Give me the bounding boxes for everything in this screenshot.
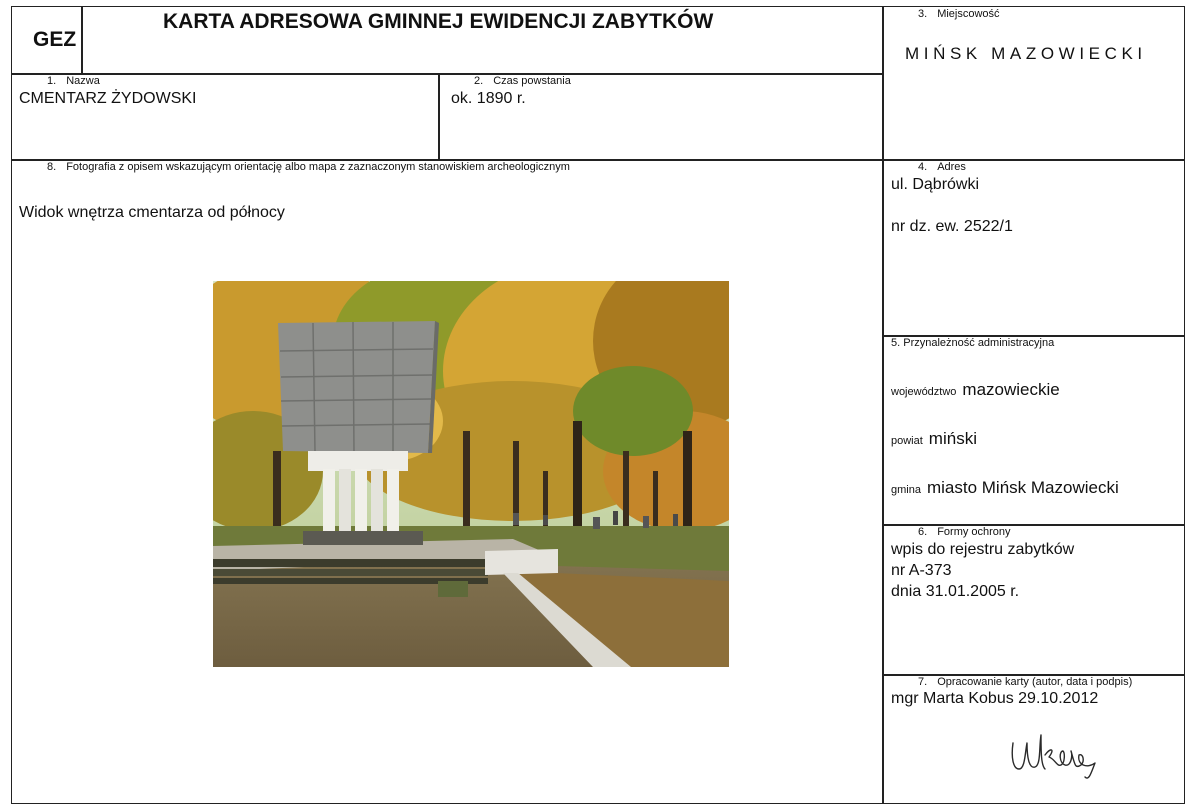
- ochrona-label: [918, 526, 1011, 538]
- miejscowosc-cell: [882, 6, 1185, 161]
- opracowanie-value: mgr Marta Kobus 29.10.2012: [891, 690, 1099, 707]
- adres-street: ul. Dąbrówki: [891, 176, 980, 193]
- opracowanie-label-text: Opracowanie karty (autor, data i podpis): [937, 676, 1133, 688]
- opracowanie-num: 7.: [918, 676, 928, 688]
- photo-caption: Widok wnętrza cmentarza od północy: [19, 204, 285, 221]
- ochrona-line1: wpis do rejestru zabytków: [891, 541, 1075, 558]
- czas-label: [474, 75, 571, 87]
- gmina-label: gmina: [891, 484, 921, 496]
- opracowanie-label: [918, 676, 1132, 688]
- gmina-row: [891, 478, 1119, 498]
- ochrona-line3: dnia 31.01.2005 r.: [891, 583, 1020, 600]
- wojewodztwo-label: województwo: [891, 386, 957, 398]
- adres-parcel: nr dz. ew. 2522/1: [891, 218, 1013, 235]
- fotografia-label: [47, 161, 570, 173]
- nazwa-value: CMENTARZ ŻYDOWSKI: [19, 90, 197, 107]
- miejscowosc-num: 3.: [918, 8, 928, 20]
- gmina-value: miasto Mińsk Mazowiecki: [926, 478, 1119, 497]
- nazwa-label-text: Nazwa: [66, 75, 100, 87]
- czas-value: ok. 1890 r.: [451, 90, 526, 107]
- fotografia-label-text: Fotografia z opisem wskazującym orientację albo mapa z zaznaczonym stanowiskiem archeologicznym: [66, 161, 570, 173]
- ochrona-line2: nr A-373: [891, 562, 952, 579]
- miejscowosc-label: [918, 8, 1000, 20]
- ochrona-label-text: Formy ochrony: [937, 526, 1011, 538]
- nazwa-num: 1.: [47, 75, 57, 87]
- nazwa-label: [47, 75, 100, 87]
- powiat-label: powiat: [891, 435, 923, 447]
- form-code: GEZ: [33, 28, 77, 51]
- adres-label: [918, 161, 966, 173]
- miejscowosc-label-text: Miejscowość: [937, 8, 1000, 20]
- ochrona-num: 6.: [918, 526, 928, 538]
- wojewodztwo-value: mazowieckie: [962, 380, 1060, 399]
- przynaleznosc-label: 5. Przynależność administracyjna: [891, 337, 1055, 349]
- form-title: KARTA ADRESOWA GMINNEJ EWIDENCJI ZABYTKÓW: [163, 10, 714, 33]
- miejscowosc-value: MIŃSK MAZOWIECKI: [905, 44, 1147, 63]
- powiat-value: miński: [928, 429, 977, 448]
- cemetery-photo: [213, 281, 729, 667]
- czas-label-text: Czas powstania: [493, 75, 571, 87]
- author-signature: [1005, 725, 1105, 785]
- wojewodztwo-row: [891, 380, 1060, 400]
- powiat-row: [891, 429, 977, 449]
- adres-label-text: Adres: [937, 161, 966, 173]
- adres-num: 4.: [918, 161, 928, 173]
- czas-num: 2.: [474, 75, 484, 87]
- fotografia-num: 8.: [47, 161, 57, 173]
